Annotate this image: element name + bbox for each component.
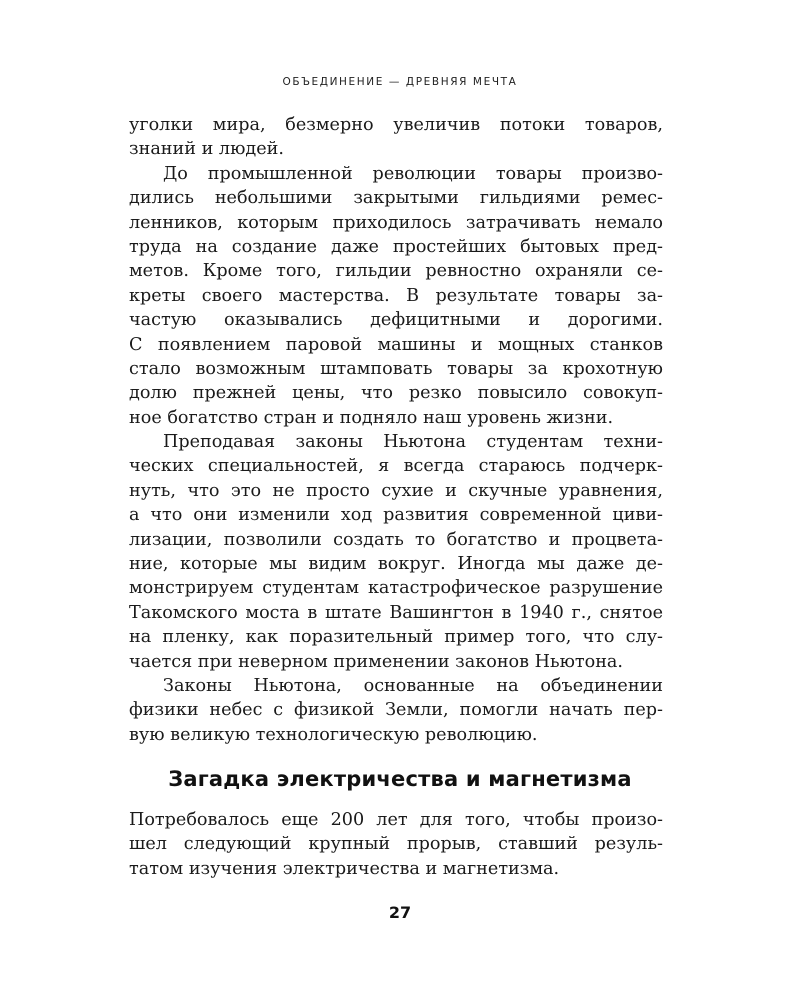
text-line: метов. Кроме того, гильдии ревностно охраняли се- xyxy=(129,261,663,282)
text-line: Такомского моста в штате Вашингтон в 1940 г., снятое xyxy=(129,602,663,623)
text-line: ленников, которым приходилось затрачивать немало xyxy=(129,212,663,233)
text-line: ное богатство стран и подняло наш уровень жизни. xyxy=(129,407,614,428)
text-line: долю прежней цены, что резко повысило совокуп- xyxy=(129,383,663,404)
text-line: Преподавая законы Ньютона студентам техни- xyxy=(163,432,663,453)
text-line: С появлением паровой машины и мощных станков xyxy=(129,334,663,355)
text-line: чается при неверном применении законов Ньютона. xyxy=(129,651,624,672)
text-line: татом изучения электричества и магнетизма. xyxy=(129,858,560,879)
text-line: монстрируем студентам катастрофическое разрушение xyxy=(129,578,663,599)
text-line: уголки мира, безмерно увеличив потоки товаров, xyxy=(129,115,663,135)
body-text xyxy=(129,113,663,747)
section-heading: Загадка электричества и магнетизма xyxy=(168,767,632,791)
page-number: 27 xyxy=(388,903,412,922)
text-line: ческих специальностей, я всегда стараюсь подчерк- xyxy=(129,456,663,477)
text-line: Законы Ньютона, основанные на объединении xyxy=(163,675,663,696)
text-line: креты своего мастерства. В результате товары за- xyxy=(129,285,663,306)
text-line: До промышленной революции товары произво- xyxy=(163,163,663,184)
text-line: лизации, позволили создать то богатство и процвета- xyxy=(129,529,663,550)
text-line: физики небес с физикой Земли, помогли начать пер- xyxy=(129,700,663,721)
text-line: труда на создание даже простейших бытовых пред- xyxy=(129,236,663,257)
text-line: вую великую технологическую революцию. xyxy=(129,724,538,745)
text-line: Потребовалось еще 200 лет для того, чтобы произо- xyxy=(129,810,663,830)
section-text xyxy=(129,808,663,881)
text-line: нуть, что это не просто сухие и скучные уравнения, xyxy=(129,480,663,501)
text-line: а что они изменили ход развития современной циви- xyxy=(129,505,663,526)
text-line: дились небольшими закрытыми гильдиями ремес- xyxy=(129,188,663,209)
text-line: знаний и людей. xyxy=(129,139,284,160)
running-header: ОБЪЕДИНЕНИЕ — ДРЕВНЯЯ МЕЧТА xyxy=(282,76,518,88)
text-line: частую оказывались дефицитными и дорогими. xyxy=(129,310,663,331)
text-line: шел следующий крупный прорыв, ставший резуль- xyxy=(129,834,663,855)
text-line: стало возможным штамповать товары за крохотную xyxy=(129,358,663,379)
text-line: ние, которые мы видим вокруг. Иногда мы даже де- xyxy=(129,554,663,575)
text-line: на пленку, как поразительный пример того, что слу- xyxy=(129,627,663,648)
